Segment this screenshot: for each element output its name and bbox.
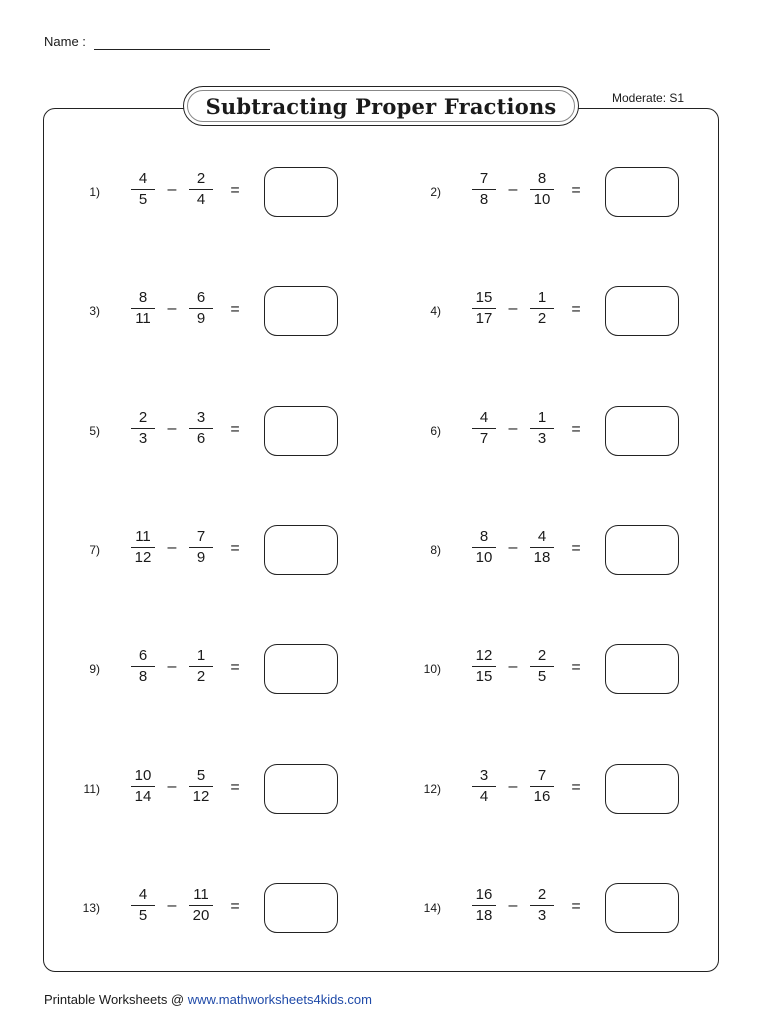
problem-13: [72, 885, 352, 935]
numerator: 1: [537, 289, 547, 306]
answer-box[interactable]: [264, 644, 338, 694]
fraction-minuend: [125, 646, 161, 687]
problem-2: [413, 169, 693, 219]
minus-sign: –: [167, 658, 177, 675]
denominator: 18: [533, 549, 551, 566]
denominator: 15: [475, 668, 493, 685]
equals-sign: =: [230, 421, 240, 438]
denominator: 3: [537, 907, 547, 924]
minus-sign: –: [508, 778, 518, 795]
problem-10: [413, 646, 693, 696]
problem-11: [72, 766, 352, 816]
answer-box[interactable]: [605, 764, 679, 814]
equals-sign: =: [571, 540, 581, 557]
problem-4: [413, 288, 693, 338]
numerator: 8: [138, 289, 148, 306]
numerator: 5: [196, 767, 206, 784]
denominator: 8: [479, 191, 489, 208]
fraction-subtrahend: [183, 408, 219, 449]
equals-sign: =: [571, 898, 581, 915]
fraction-minuend: [466, 169, 502, 210]
numerator: 12: [475, 647, 493, 664]
answer-box[interactable]: [264, 286, 338, 336]
denominator: 2: [537, 310, 547, 327]
numerator: 4: [138, 170, 148, 187]
answer-box[interactable]: [605, 286, 679, 336]
denominator: 5: [138, 907, 148, 924]
denominator: 3: [138, 430, 148, 447]
fraction-subtrahend: [183, 646, 219, 687]
equals-sign: =: [230, 779, 240, 796]
numerator: 2: [196, 170, 206, 187]
problem-6: [413, 408, 693, 458]
numerator: 7: [479, 170, 489, 187]
denominator: 5: [537, 668, 547, 685]
numerator: 3: [479, 767, 489, 784]
fraction-subtrahend: [183, 766, 219, 807]
fraction-subtrahend: [524, 408, 560, 449]
fraction-subtrahend: [524, 288, 560, 329]
fraction-minuend: [125, 885, 161, 926]
answer-box[interactable]: [264, 525, 338, 575]
numerator: 2: [537, 886, 547, 903]
fraction-subtrahend: [524, 527, 560, 568]
fraction-minuend: [466, 885, 502, 926]
problem-number: 11): [83, 782, 100, 796]
equals-sign: =: [571, 301, 581, 318]
problem-number: 10): [423, 662, 441, 676]
problem-7: [72, 527, 352, 577]
minus-sign: –: [167, 778, 177, 795]
problem-number: 6): [430, 424, 441, 438]
problem-9: [72, 646, 352, 696]
answer-box[interactable]: [264, 764, 338, 814]
fraction-minuend: [466, 527, 502, 568]
equals-sign: =: [230, 898, 240, 915]
fraction-subtrahend: [183, 885, 219, 926]
denominator: 5: [138, 191, 148, 208]
minus-sign: –: [167, 300, 177, 317]
denominator: 18: [475, 907, 493, 924]
answer-box[interactable]: [264, 167, 338, 217]
fraction-minuend: [466, 766, 502, 807]
denominator: 7: [479, 430, 489, 447]
fraction-subtrahend: [524, 885, 560, 926]
numerator: 10: [134, 767, 152, 784]
fraction-minuend: [125, 169, 161, 210]
minus-sign: –: [508, 300, 518, 317]
problem-5: [72, 408, 352, 458]
fraction-minuend: [125, 527, 161, 568]
numerator: 2: [537, 647, 547, 664]
answer-box[interactable]: [605, 644, 679, 694]
denominator: 12: [192, 788, 210, 805]
problem-14: [413, 885, 693, 935]
problem-3: [72, 288, 352, 338]
problem-number: 3): [89, 304, 100, 318]
problem-number: 7): [89, 543, 100, 557]
name-field[interactable]: [94, 49, 270, 50]
fraction-subtrahend: [183, 288, 219, 329]
denominator: 4: [196, 191, 206, 208]
difficulty-level: Moderate: S1: [612, 91, 685, 105]
numerator: 1: [537, 409, 547, 426]
fraction-minuend: [125, 288, 161, 329]
equals-sign: =: [571, 659, 581, 676]
denominator: 4: [479, 788, 489, 805]
numerator: 15: [475, 289, 493, 306]
problem-number: 8): [430, 543, 441, 557]
problem-number: 14): [423, 901, 441, 915]
numerator: 3: [196, 409, 206, 426]
equals-sign: =: [571, 421, 581, 438]
numerator: 4: [479, 409, 489, 426]
answer-box[interactable]: [605, 167, 679, 217]
fraction-minuend: [125, 408, 161, 449]
denominator: 3: [537, 430, 547, 447]
minus-sign: –: [508, 658, 518, 675]
problem-number: 12): [423, 782, 441, 796]
fraction-minuend: [466, 288, 502, 329]
footer: [44, 992, 372, 1007]
denominator: 17: [475, 310, 493, 327]
minus-sign: –: [167, 539, 177, 556]
problem-number: 2): [430, 185, 441, 199]
fraction-subtrahend: [524, 766, 560, 807]
denominator: 10: [533, 191, 551, 208]
denominator: 2: [196, 668, 206, 685]
denominator: 6: [196, 430, 206, 447]
numerator: 1: [196, 647, 206, 664]
problem-number: 4): [430, 304, 441, 318]
minus-sign: –: [508, 420, 518, 437]
equals-sign: =: [571, 779, 581, 796]
minus-sign: –: [167, 181, 177, 198]
fraction-subtrahend: [183, 527, 219, 568]
numerator: 6: [196, 289, 206, 306]
fraction-subtrahend: [524, 169, 560, 210]
problem-number: 13): [82, 901, 100, 915]
numerator: 7: [537, 767, 547, 784]
denominator: 9: [196, 310, 206, 327]
numerator: 7: [196, 528, 206, 545]
minus-sign: –: [508, 539, 518, 556]
numerator: 8: [479, 528, 489, 545]
denominator: 11: [135, 310, 151, 327]
denominator: 9: [196, 549, 206, 566]
minus-sign: –: [508, 897, 518, 914]
equals-sign: =: [230, 540, 240, 557]
problem-1: [72, 169, 352, 219]
numerator: 4: [537, 528, 547, 545]
minus-sign: –: [167, 420, 177, 437]
numerator: 11: [135, 528, 151, 545]
denominator: 16: [533, 788, 551, 805]
fraction-minuend: [466, 646, 502, 687]
answer-box[interactable]: [605, 406, 679, 456]
minus-sign: –: [167, 897, 177, 914]
worksheet-title: Subtracting Proper Fractions: [183, 86, 579, 126]
denominator: 10: [475, 549, 493, 566]
numerator: 2: [138, 409, 148, 426]
footer-prefix: Printable Worksheets @: [44, 992, 188, 1007]
problem-8: [413, 527, 693, 577]
equals-sign: =: [230, 659, 240, 676]
answer-box[interactable]: [605, 525, 679, 575]
problem-number: 5): [89, 424, 100, 438]
name-label: Name :: [44, 34, 86, 49]
numerator: 8: [537, 170, 547, 187]
fraction-subtrahend: [524, 646, 560, 687]
minus-sign: –: [508, 181, 518, 198]
equals-sign: =: [230, 182, 240, 199]
denominator: 14: [134, 788, 152, 805]
numerator: 4: [138, 886, 148, 903]
numerator: 11: [193, 886, 209, 903]
answer-box[interactable]: [264, 883, 338, 933]
fraction-subtrahend: [183, 169, 219, 210]
fraction-minuend: [125, 766, 161, 807]
problem-number: 9): [89, 662, 100, 676]
footer-url[interactable]: www.mathworksheets4kids.com: [187, 992, 372, 1007]
answer-box[interactable]: [264, 406, 338, 456]
fraction-minuend: [466, 408, 502, 449]
numerator: 6: [138, 647, 148, 664]
denominator: 12: [134, 549, 152, 566]
equals-sign: =: [230, 301, 240, 318]
equals-sign: =: [571, 182, 581, 199]
answer-box[interactable]: [605, 883, 679, 933]
numerator: 16: [475, 886, 493, 903]
denominator: 20: [192, 907, 210, 924]
denominator: 8: [138, 668, 148, 685]
problem-12: [413, 766, 693, 816]
problem-number: 1): [89, 185, 100, 199]
